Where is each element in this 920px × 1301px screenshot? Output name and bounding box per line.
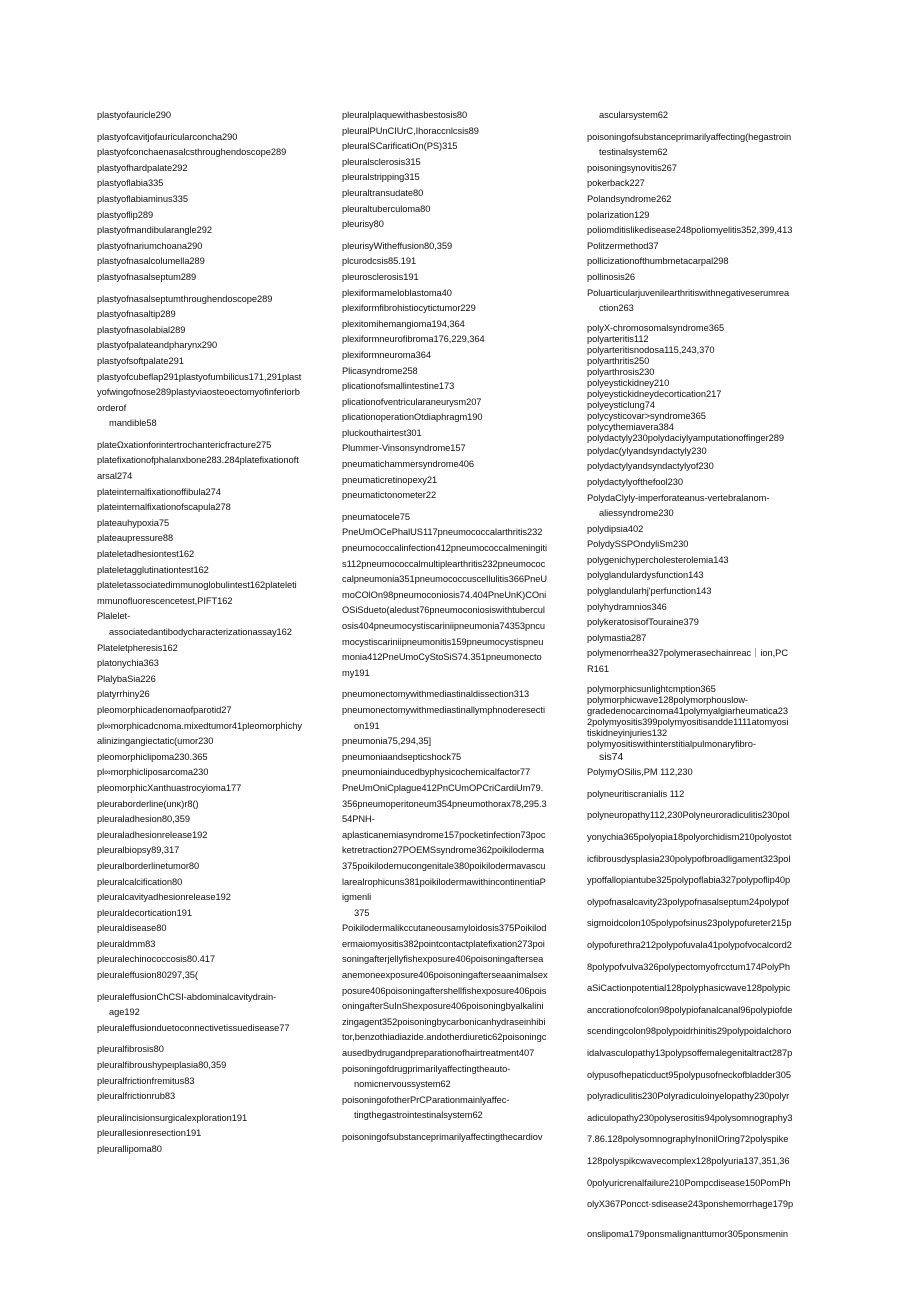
index-entry: pleuralPUnCIUrC,Ihoraccnlcsis89 [342, 125, 479, 136]
index-entry: OSiSdueto(aledust76pneumoconiosiswithtubercul [342, 605, 545, 616]
index-entry: polyglandulardysfunction143 [587, 570, 704, 581]
index-entry: pleuraborderline(unκ)r8() [97, 798, 199, 809]
index-entry: PneUmOCePhalUS117pneumococcalarthritis232 [342, 527, 543, 538]
index-entry: plastyofnasaltip289 [97, 309, 176, 320]
index-entry: plexiformneurofibroma176,229,364 [342, 334, 485, 345]
index-entry: 375 [354, 907, 370, 918]
index-entry: plicationofsmallintestine173 [342, 381, 455, 392]
index-entry: polyeystickidneydecortication217 [587, 388, 722, 399]
index-column-1 [97, 108, 327, 1158]
index-entry: aSiCactionpotential128polyphasicwave128polypic [587, 983, 791, 994]
index-entry: polymenorrhea327polymerasechainreac｜ion,PC [587, 648, 788, 659]
index-entry: poliomditislikedisease248poliomyelitis352,399,413 [587, 225, 793, 236]
index-entry: olyX367Poncct·sdisease243ponshemorrhage179p [587, 1199, 794, 1210]
index-entry: pneumatictonometer22 [342, 490, 437, 501]
index-entry: oningafterSuInShexposure406poisoningbyalkalini [342, 1001, 544, 1012]
index-entry: pleurallipoma80 [97, 1144, 162, 1154]
index-entry: pollinosis26 [587, 271, 635, 282]
index-entry: polymastia287 [587, 632, 647, 643]
index-entry: Politzermethod37 [587, 240, 659, 251]
index-entry: polarization129 [587, 209, 650, 220]
index-entry: plexitomihemangioma194,364 [342, 318, 465, 329]
index-entry: anccrationofcolon98polypiofanalcanal96polypiofde [587, 1004, 793, 1015]
index-entry: pleuraltuberculoma80 [342, 203, 431, 214]
index-entry: sis74 [599, 750, 624, 763]
index-entry: zingagent352poisoningbycarbonicanhydraseinhibi [342, 1016, 546, 1027]
index-entry: pleuralincisionsurgicalexploration191 [97, 1112, 248, 1123]
index-entry: platefixationofphalanxbone283.284platefixationoft [97, 455, 299, 466]
index-entry: pokerback227 [587, 178, 645, 189]
index-entry: pleuraladhesion80,359 [97, 814, 191, 825]
index-entry: plastyofsoftpalate291 [97, 355, 184, 366]
index-entry: plexiformneuroma364 [342, 349, 431, 360]
index-entry: pleuralfrictionfremitus83 [97, 1075, 195, 1086]
index-entry: 8polypofvulva326polypectomyofrcctum174PolyPh [587, 961, 790, 972]
index-entry: polyglandularhj'perfunction143 [587, 586, 712, 597]
index-entry: monia412PneUmoCyStoSiS74.351pneumonecto [342, 652, 542, 663]
index-entry: polyarthrosis230 [587, 366, 655, 377]
index-entry: poisoningofsubstanceprimarilyaffectingthecardiov [342, 1132, 543, 1142]
index-entry: polyX-chromosomalsyndrome365 [587, 322, 725, 333]
index-entry: polymyositiswithinterstitialpulmonaryfibro- [587, 738, 756, 749]
index-entry: plastyofhardpalate292 [97, 162, 188, 173]
index-entry: plexiformfibrohistiocytictumor229 [342, 303, 476, 314]
index-entry: Plateletpheresis162 [97, 642, 178, 653]
index-entry: adiculopathy230polyserositis94polysomnography3 [587, 1112, 793, 1123]
index-entry: aliessyndrome230 [599, 508, 674, 519]
index-entry: plateinternalfixationoffibula274 [97, 486, 221, 497]
index-entry: polyhydramnios346 [587, 601, 667, 612]
index-entry: pleuralfibrosis80 [97, 1044, 164, 1055]
index-entry: pneumatocele75 [342, 511, 411, 522]
index-entry: pleuraleffusionChCSI-abdominalcavitydrain- [97, 991, 277, 1002]
index-entry: mmunofluorescencetest,PIFT162 [97, 595, 233, 606]
index-entry: testinalsystem62 [599, 147, 668, 158]
index-entry: Poluarticularjuvenilearthritiswithnegativeserumrea [587, 287, 790, 298]
index-entry: plicationofventricularaneurysm207 [342, 396, 482, 407]
index-entry: 2polymyositis399polymyositisandde1111atomyosi [587, 716, 789, 727]
index-entry: pneumoniainducedbyphysicochemicalfactor77 [342, 767, 531, 778]
index-entry: plateaupressure88 [97, 533, 174, 544]
index-entry: soningafterjellyfishexposure406poisoningaftersea [342, 954, 544, 965]
index-entry: pleurosclerosis191 [342, 271, 419, 282]
index-entry: plateauhypoxia75 [97, 517, 170, 528]
index-entry: pleuralstripping315 [342, 172, 420, 183]
index-entry: pleuraldecortication191 [97, 907, 192, 918]
index-entry: associatedantibodycharacterizationassay162 [109, 627, 292, 637]
index-entry: plastyoflabia335 [97, 178, 164, 189]
index-entry: plateletadhesiontest162 [97, 549, 195, 560]
index-entry: ketretraction27POEMSsyndrome362poikiloderma [342, 845, 544, 856]
index-entry: pleuraladhesionrelease192 [97, 829, 208, 840]
index-entry: plateΩxationforintertrochantericfracture275 [97, 439, 272, 450]
index-entry: olypusofhepaticduct95polypusofneckofbladder305 [587, 1069, 791, 1080]
index-entry: larealrophicuns381poikilodermawithincontinentiaP [342, 876, 546, 887]
index-entry: mocystiscariniipneumonitis159pneumocystispneu [342, 636, 544, 647]
index-entry: ausedbydrugandpreparationofhairtreatment407 [342, 1048, 535, 1059]
index-entry: scendingcolon98polypoidrhinitis29polypoidalchoro [587, 1026, 792, 1037]
index-entry: yonychia365polyopia18polyorchidism210polyostot [587, 832, 792, 842]
index-entry: pneumatichammersyndrome406 [342, 459, 475, 470]
index-entry: plastyofmandibularangle292 [97, 225, 212, 236]
index-entry: pneumococcalinfection412pneumococcalmeningiti [342, 543, 547, 554]
index-entry: Plummer-Vinsonsyndrome157 [342, 443, 466, 454]
index-entry: poisoningsynovitis267 [587, 162, 677, 173]
index-entry: plastyoflip289 [97, 209, 154, 220]
index-entry: pleuralplaquewithasbestosis80 [342, 110, 468, 120]
index-entry: poisoningofdrugprimarilyaffectingtheauto- [342, 1063, 511, 1074]
index-entry: plastyoflabiaminus335 [97, 193, 188, 204]
index-entry: aplasticanemiasyndrome157pocketinfection73poc [342, 829, 546, 840]
index-entry: plateinternalfixationofscapula278 [97, 502, 231, 513]
index-entry: olypofurethra212polypofuvala41polypofvocalcord2 [587, 939, 792, 950]
index-entry: Plicasyndrome258 [342, 365, 418, 376]
index-entry: pollicizationofthumbmetacarpal298 [587, 256, 729, 267]
index-entry: polyeystickidney210 [587, 377, 670, 388]
index-entry: Plalelet- [97, 611, 131, 622]
index-entry: PneUmOniCplague412PnCUmOPCriCardiUm79. [342, 782, 544, 793]
index-entry: 128polyspikcwavecomplex128polyuria137,351,36 [587, 1155, 790, 1166]
index-entry: alinizingangiectatic(umor230 [97, 736, 214, 747]
index-entry: pleurallesionresection191 [97, 1128, 202, 1139]
index-entry: polycysticovar>syndrome365 [587, 410, 706, 421]
index-entry: platonychia363 [97, 658, 159, 669]
index-entry: ction263 [599, 303, 634, 314]
index-entry: plastyofconchaenasalcsthroughendoscope289 [97, 147, 287, 158]
index-entry: orderof [97, 402, 127, 413]
index-entry: ermaiomyositis382pointcontactplatefixation273poi [342, 938, 545, 949]
index-entry: polykeratosisofTouraine379 [587, 617, 699, 628]
index-entry: plastyofcubeflap291plastyofumbilicus171,291plast [97, 371, 302, 382]
index-entry: arsal274 [97, 471, 133, 482]
index-entry: pleuraleffusion80297,35( [97, 970, 198, 981]
index-entry: 0polyuricrenalfailure210Pompcdisease150PomPh [587, 1177, 791, 1188]
index-entry: my191 [342, 667, 370, 678]
index-entry: plastyofauricle290 [97, 110, 172, 120]
index-entry: polydactylyandsyndactylyof230 [587, 461, 714, 472]
index-entry: polyneuritiscranialis 112 [587, 788, 685, 799]
index-entry: pleuraldisease80 [97, 923, 167, 934]
index-entry: pluckouthairtest301 [342, 427, 422, 438]
index-entry: plexiformameloblastoma40 [342, 287, 452, 298]
index-entry: pleuralfrictionrub83 [97, 1091, 176, 1102]
index-entry: PolydaClyly-imperforateanus-vertebralanom- [587, 492, 770, 503]
index-entry: pl∞morphicadcnoma.mixedtumor41pleomorphichy [97, 720, 302, 731]
index-entry: idalvasculopathy13polypsoffemalegenitaltract287p [587, 1047, 793, 1058]
index-entry: onslipoma179ponsmalignanttumor305ponsmenin [587, 1228, 789, 1239]
index-entry: plastyofnasolabial289 [97, 324, 186, 335]
index-entry: poisoningofotherPrCParationmainlyaffec- [342, 1094, 510, 1105]
index-entry: age192 [109, 1007, 140, 1018]
index-entry: plastyofnasalseptum289 [97, 271, 197, 282]
index-entry: poisoningofsubstanceprimarilyaffecting(hegastroin [587, 131, 792, 142]
index-entry: gradedenocarcinoma41polymyalgiarheumatica23 [587, 705, 788, 716]
index-entry: on191 [354, 720, 380, 731]
index-entry: polydactyly230polydaciylyamputationoffinger289 [587, 432, 785, 443]
index-entry: tiskidneyinjuries132 [587, 727, 668, 738]
index-entry: plastyofpalateandpharynx290 [97, 340, 218, 351]
index-entry: plastyofnariumchoana290 [97, 240, 203, 251]
index-entry: pneumaticretinopexy21 [342, 474, 438, 485]
index-entry: pneumoniaandsepticshock75 [342, 751, 462, 762]
index-entry: 356pneumoperitoneum354pneumothorax78,295.3 [342, 798, 547, 809]
index-entry: PlalybaSia226 [97, 673, 156, 684]
index-entry: pleuraldmm83 [97, 938, 156, 949]
index-entry: polyarthritis250 [587, 355, 650, 366]
index-entry: s112pneumococcalmultiplearthritis232pneumococ [342, 558, 546, 569]
index-entry: pleuralSCarificatiOn(PS)315 [342, 141, 458, 152]
index-entry: pl∞morphicliposarcoma230 [97, 767, 209, 778]
index-entry: pleomorphicXanthuastrocyioma177 [97, 782, 242, 793]
index-entry: polyeysticlung74 [587, 399, 655, 410]
index-entry: olypofnasalcavity23polypofnasalseptum24polypof [587, 896, 789, 907]
index-entry: pleuralcavityadhesionrelease192 [97, 892, 231, 903]
index-entry: posure406poisoningaftershellfishexposure406pois [342, 985, 547, 996]
index-entry: pneumonia75,294,35] [342, 736, 431, 747]
index-entry: pleuralborderlinetumor80 [97, 860, 200, 871]
index-entry: plastyofcavitjofauricularconcha290 [97, 131, 238, 142]
index-entry: pleuraltransudate80 [342, 187, 424, 198]
index-entry: polyneuropathy112,230Polyneuroradiculitis230pol [587, 810, 790, 821]
index-entry: pleuralfibroushypeιplasia80,359 [97, 1060, 227, 1071]
index-entry: polymorphicsunlightcmption365 [587, 683, 716, 694]
index-entry: pneumonectomywithmediastinaldissection313 [342, 689, 530, 700]
index-entry: pleurisyWitheffusion80,359 [342, 240, 453, 251]
index-entry: polyarteritis112 [587, 333, 649, 344]
index-entry: polyradiculitis230Polyradiculoinyelopathy230polyr [587, 1091, 790, 1102]
index-entry: pleuralbiopsy89,317 [97, 845, 180, 856]
index-entry: icfibrousdysplasia230polypofbroadligament323pol [587, 853, 791, 864]
index-entry: plateletagglutinationtest162 [97, 564, 209, 575]
index-entry: 54PNH- [342, 814, 375, 825]
index-entry: plateletassociatedimmunoglobulintest162plateleti [97, 580, 297, 591]
index-entry: polydactylyofthefool230 [587, 476, 684, 487]
index-entry: moCOlOn98pneumoconiosis74.404PneUnK)COni [342, 589, 547, 600]
index-entry: polydac(ylyandsyndactyly230 [587, 445, 707, 456]
index-entry: pleuralcalcification80 [97, 876, 183, 887]
index-entry: polyarteritisnodosa115,243,370 [587, 344, 715, 355]
index-entry: tor,benzothiadiazide.andotherdiuretic62poisoningc [342, 1032, 547, 1043]
index-entry: osis404pneumocystiscariniipneumonia74353pncu [342, 621, 545, 631]
index-entry: PolymyOSilis,PM 112,230 [587, 767, 693, 778]
index-entry: pleomorphiclipoma230.365 [97, 751, 208, 762]
index-entry: plicationoperationOtdiaphragm190 [342, 412, 483, 423]
index-entry: pleomorphicadenomaofparotid27 [97, 704, 232, 715]
index-entry: Poikilodermalikccutaneousamyloidosis375Poikilod [342, 923, 547, 934]
index-entry: 375poikilodernucongenitale380poikilodermavascu [342, 860, 546, 871]
index-entry: yofwingofnose289plastyviaosteoectomyofinferiorb [97, 387, 300, 398]
index-entry: pleurisy80 [342, 219, 384, 230]
index-entry: pleuraleffusionduetoconnectivetissuedisease77 [97, 1022, 290, 1033]
index-entry: calpneumonia351pneumococcuscellulitis366PneU [342, 574, 548, 585]
index-entry: ypoffallopiantube325polypoflabia327polypoflip40p [587, 875, 791, 886]
index-entry: Polandsyndrome262 [587, 193, 672, 204]
index-entry: pleuralechinococcosis80.417 [97, 954, 216, 965]
index-entry: platyrrhiny26 [97, 689, 150, 700]
index-entry: pneumonectomywithmediastinallymphnoderesecti [342, 704, 545, 715]
index-entry: polycythemiavera384 [587, 421, 674, 432]
index-column-2 [342, 108, 572, 1146]
index-entry: PolydySSPOndyliSm230 [587, 539, 689, 550]
index-entry: nomicnervoussystem62 [354, 1079, 451, 1090]
index-entry: polydipsia402 [587, 523, 644, 534]
index-entry: polymorphicwave128polymorphouslow- [587, 694, 749, 705]
index-entry: polygenichypercholesterolemia143 [587, 554, 729, 565]
index-entry: 7.86.128polysomnographyInonilOring72polyspike [587, 1134, 789, 1145]
index-entry: anemoneexposure406poisoningafterseaanimalsex [342, 970, 548, 981]
index-column-3 [587, 108, 815, 1242]
index-entry: plastyofnasalcolumella289 [97, 256, 205, 267]
index-entry: R161 [587, 664, 610, 675]
index-entry: plastyofnasalseptumthroughendoscope289 [97, 293, 273, 304]
index-entry: mandible58 [109, 418, 157, 429]
index-entry: sigmoidcolon105polypofsinus23polypofureter215p [587, 918, 792, 929]
index-entry: plcurodcsis85.191 [342, 256, 417, 267]
index-entry: pleuralsclerosis315 [342, 156, 421, 167]
index-entry: ascularsystem62 [599, 110, 669, 120]
index-entry: tingthegastrointestinalsystem62 [354, 1110, 483, 1121]
index-entry: igmenli [342, 892, 372, 903]
